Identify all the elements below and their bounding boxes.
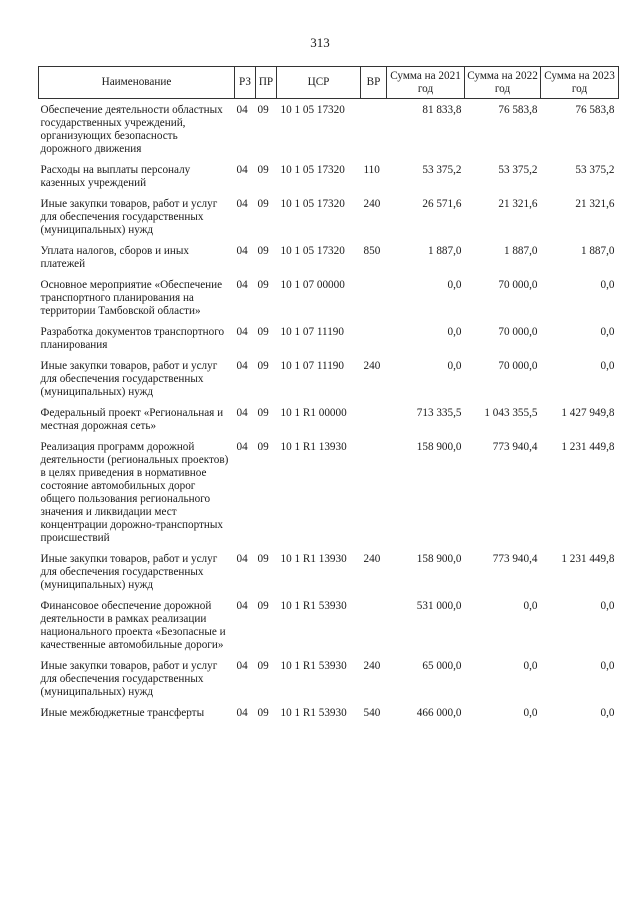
row-vr <box>361 321 387 355</box>
row-rz: 04 <box>236 104 248 116</box>
row-pr: 09 <box>257 198 269 210</box>
row-sum-2022: 1 043 355,5 <box>484 407 538 419</box>
table-row <box>39 402 619 436</box>
row-vr <box>361 436 387 548</box>
table-row <box>39 159 619 193</box>
row-sum-2023: 1 887,0 <box>580 245 615 257</box>
row-sum-2021: 65 000,0 <box>422 660 462 672</box>
row-sum-2022: 0,0 <box>523 707 538 719</box>
row-rz: 04 <box>236 279 248 291</box>
row-rz: 04 <box>236 198 248 210</box>
table-row <box>39 595 619 655</box>
row-name: Федеральный проект «Региональная и местная дорожная сеть» <box>40 407 224 432</box>
row-pr: 09 <box>257 245 269 257</box>
row-rz: 04 <box>236 553 248 565</box>
row-csr: 10 1 R1 13930 <box>280 553 347 565</box>
row-sum-2022: 773 940,4 <box>492 441 538 453</box>
row-rz: 04 <box>236 600 248 612</box>
header-rz: РЗ <box>235 67 256 99</box>
row-sum-2023: 1 427 949,8 <box>561 407 615 419</box>
row-sum-2022: 70 000,0 <box>498 279 538 291</box>
row-sum-2022: 1 887,0 <box>503 245 538 257</box>
row-name: Обеспечение деятельности областных государственных учреждений, организующих безопасность дорожного движения <box>40 104 223 155</box>
row-csr: 10 1 07 00000 <box>280 279 345 291</box>
table-row <box>39 355 619 402</box>
row-sum-2022: 0,0 <box>523 600 538 612</box>
row-sum-2023: 0,0 <box>600 360 615 372</box>
row-pr: 09 <box>257 600 269 612</box>
page-number: 313 <box>310 35 330 50</box>
table-row <box>39 99 619 160</box>
row-csr: 10 1 R1 53930 <box>280 707 347 719</box>
row-vr: 240 <box>363 360 381 372</box>
row-sum-2021: 158 900,0 <box>416 553 462 565</box>
row-rz: 04 <box>236 326 248 338</box>
row-vr <box>361 99 387 160</box>
row-csr: 10 1 07 11190 <box>280 360 344 372</box>
header-name: Наименование <box>39 67 235 99</box>
row-sum-2023: 0,0 <box>600 600 615 612</box>
header-pr: ПР <box>256 67 277 99</box>
row-sum-2022: 21 321,6 <box>498 198 538 210</box>
row-sum-2022: 53 375,2 <box>498 164 538 176</box>
row-sum-2021: 531 000,0 <box>416 600 462 612</box>
row-csr: 10 1 R1 00000 <box>280 407 347 419</box>
row-sum-2021: 0,0 <box>447 360 462 372</box>
table-row <box>39 274 619 321</box>
row-vr: 540 <box>363 707 381 719</box>
row-sum-2023: 0,0 <box>600 279 615 291</box>
row-sum-2023: 1 231 449,8 <box>561 553 615 565</box>
table-row <box>39 240 619 274</box>
row-rz: 04 <box>236 360 248 372</box>
row-pr: 09 <box>257 104 269 116</box>
row-sum-2023: 53 375,2 <box>575 164 615 176</box>
row-csr: 10 1 05 17320 <box>280 245 345 257</box>
row-rz: 04 <box>236 707 248 719</box>
row-pr: 09 <box>257 360 269 372</box>
header-csr: ЦСР <box>277 67 361 99</box>
row-rz: 04 <box>236 660 248 672</box>
row-csr: 10 1 R1 53930 <box>280 600 347 612</box>
table-row <box>39 702 619 723</box>
row-pr: 09 <box>257 326 269 338</box>
row-vr: 850 <box>363 245 381 257</box>
row-sum-2022: 773 940,4 <box>492 553 538 565</box>
row-csr: 10 1 05 17320 <box>280 198 345 210</box>
row-sum-2022: 0,0 <box>523 660 538 672</box>
row-pr: 09 <box>257 707 269 719</box>
header-sum-2022: Сумма на 2022 год <box>465 67 541 99</box>
row-sum-2021: 466 000,0 <box>416 707 462 719</box>
table-body <box>39 99 619 724</box>
row-sum-2023: 21 321,6 <box>575 198 615 210</box>
row-sum-2021: 158 900,0 <box>416 441 462 453</box>
table-row <box>39 436 619 548</box>
row-sum-2021: 0,0 <box>447 326 462 338</box>
row-csr: 10 1 R1 53930 <box>280 660 347 672</box>
row-sum-2021: 0,0 <box>447 279 462 291</box>
row-vr <box>361 402 387 436</box>
header-sum-2023: Сумма на 2023 год <box>541 67 619 99</box>
row-sum-2021: 713 335,5 <box>416 407 462 419</box>
row-name: Финансовое обеспечение дорожной деятельности в рамках реализации национального проекта «Безопасные и качественные автомобильные дороги» <box>40 600 226 651</box>
row-name: Иные закупки товаров, работ и услуг для обеспечения государственных (муниципальных) нужд <box>40 360 218 398</box>
row-vr <box>361 274 387 321</box>
row-sum-2021: 1 887,0 <box>427 245 462 257</box>
table-row <box>39 193 619 240</box>
table-row <box>39 655 619 702</box>
row-pr: 09 <box>257 164 269 176</box>
row-sum-2022: 76 583,8 <box>498 104 538 116</box>
row-name: Разработка документов транспортного планирования <box>40 326 225 351</box>
row-name: Реализация программ дорожной деятельности (региональных проектов) в целях приведения в нормативное состояние автомобильных дорог общего пользования регионального значения и ликвидации мест концентрации дорожно-транспортных происшествий <box>40 441 229 544</box>
row-sum-2021: 53 375,2 <box>422 164 462 176</box>
row-vr: 240 <box>363 553 381 565</box>
row-vr: 240 <box>363 660 381 672</box>
row-pr: 09 <box>257 553 269 565</box>
row-name: Основное мероприятие «Обеспечение транспортного планирования на территории Тамбовской области» <box>40 279 223 317</box>
row-vr: 240 <box>363 198 381 210</box>
row-rz: 04 <box>236 245 248 257</box>
row-sum-2023: 0,0 <box>600 707 615 719</box>
row-csr: 10 1 05 17320 <box>280 104 345 116</box>
row-vr: 110 <box>363 164 380 176</box>
row-sum-2023: 1 231 449,8 <box>561 441 615 453</box>
row-name: Уплата налогов, сборов и иных платежей <box>40 245 190 270</box>
row-sum-2023: 0,0 <box>600 326 615 338</box>
row-sum-2022: 70 000,0 <box>498 360 538 372</box>
table-row <box>39 548 619 595</box>
row-csr: 10 1 07 11190 <box>280 326 344 338</box>
row-rz: 04 <box>236 441 248 453</box>
row-sum-2021: 26 571,6 <box>422 198 462 210</box>
row-csr: 10 1 05 17320 <box>280 164 345 176</box>
budget-table <box>38 66 619 723</box>
row-pr: 09 <box>257 407 269 419</box>
row-pr: 09 <box>257 660 269 672</box>
row-vr <box>361 595 387 655</box>
row-sum-2022: 70 000,0 <box>498 326 538 338</box>
header-vr: ВР <box>361 67 387 99</box>
table-row <box>39 321 619 355</box>
row-pr: 09 <box>257 279 269 291</box>
row-name: Иные межбюджетные трансферты <box>40 707 205 719</box>
row-pr: 09 <box>257 441 269 453</box>
row-name: Расходы на выплаты персоналу казенных учреждений <box>40 164 191 189</box>
row-rz: 04 <box>236 407 248 419</box>
row-name: Иные закупки товаров, работ и услуг для обеспечения государственных (муниципальных) нужд <box>40 660 218 698</box>
table-header-row <box>39 67 619 99</box>
row-rz: 04 <box>236 164 248 176</box>
row-sum-2023: 0,0 <box>600 660 615 672</box>
row-sum-2023: 76 583,8 <box>575 104 615 116</box>
row-sum-2021: 81 833,8 <box>422 104 462 116</box>
row-csr: 10 1 R1 13930 <box>280 441 347 453</box>
row-name: Иные закупки товаров, работ и услуг для обеспечения государственных (муниципальных) нужд <box>40 553 218 591</box>
row-name: Иные закупки товаров, работ и услуг для обеспечения государственных (муниципальных) нужд <box>40 198 218 236</box>
header-sum-2021: Сумма на 2021 год <box>387 67 465 99</box>
